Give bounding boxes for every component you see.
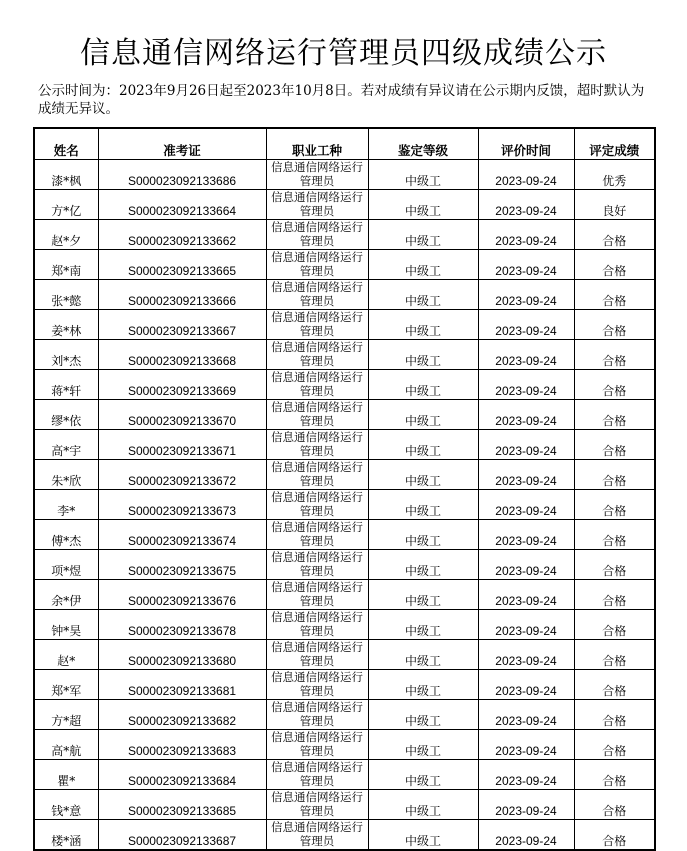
cell-ticket-number: S000023092133673 — [98, 490, 266, 520]
cell-ticket-number: S000023092133685 — [98, 790, 266, 820]
table-row — [34, 820, 655, 851]
cell-level: 中级工 — [368, 490, 478, 520]
table-row — [34, 550, 655, 580]
table-row — [34, 160, 655, 190]
cell-grade: 合格 — [574, 550, 655, 580]
cell-occupation: 信息通信网络运行管理员 — [266, 160, 368, 190]
cell-ticket-number: S000023092133670 — [98, 400, 266, 430]
cell-name: 方*亿 — [34, 190, 98, 220]
table-row — [34, 280, 655, 310]
cell-level: 中级工 — [368, 250, 478, 280]
cell-eval-date: 2023-09-24 — [478, 280, 574, 310]
cell-grade: 良好 — [574, 190, 655, 220]
cell-ticket-number: S000023092133684 — [98, 760, 266, 790]
cell-eval-date: 2023-09-24 — [478, 760, 574, 790]
cell-eval-date: 2023-09-24 — [478, 460, 574, 490]
table-row — [34, 700, 655, 730]
cell-ticket-number: S000023092133674 — [98, 520, 266, 550]
cell-name: 漆*枫 — [34, 160, 98, 190]
cell-occupation: 信息通信网络运行管理员 — [266, 220, 368, 250]
cell-level: 中级工 — [368, 670, 478, 700]
cell-name: 余*伊 — [34, 580, 98, 610]
cell-level: 中级工 — [368, 310, 478, 340]
cell-eval-date: 2023-09-24 — [478, 220, 574, 250]
cell-grade: 优秀 — [574, 160, 655, 190]
cell-ticket-number: S000023092133671 — [98, 430, 266, 460]
cell-eval-date: 2023-09-24 — [478, 490, 574, 520]
table-body — [34, 160, 655, 851]
cell-ticket-number: S000023092133665 — [98, 250, 266, 280]
table-row — [34, 190, 655, 220]
cell-ticket-number: S000023092133662 — [98, 220, 266, 250]
cell-grade: 合格 — [574, 280, 655, 310]
cell-level: 中级工 — [368, 340, 478, 370]
table-row — [34, 640, 655, 670]
cell-eval-date: 2023-09-24 — [478, 640, 574, 670]
cell-ticket-number: S000023092133683 — [98, 730, 266, 760]
cell-eval-date: 2023-09-24 — [478, 700, 574, 730]
cell-ticket-number: S000023092133686 — [98, 160, 266, 190]
cell-level: 中级工 — [368, 370, 478, 400]
cell-ticket-number: S000023092133675 — [98, 550, 266, 580]
cell-occupation: 信息通信网络运行管理员 — [266, 580, 368, 610]
cell-grade: 合格 — [574, 430, 655, 460]
header-occupation: 职业工种 — [266, 128, 368, 160]
cell-occupation: 信息通信网络运行管理员 — [266, 520, 368, 550]
cell-level: 中级工 — [368, 820, 478, 851]
cell-grade: 合格 — [574, 580, 655, 610]
cell-eval-date: 2023-09-24 — [478, 160, 574, 190]
cell-eval-date: 2023-09-24 — [478, 370, 574, 400]
header-name: 姓名 — [34, 128, 98, 160]
table-row — [34, 760, 655, 790]
cell-grade: 合格 — [574, 370, 655, 400]
cell-ticket-number: S000023092133682 — [98, 700, 266, 730]
cell-grade: 合格 — [574, 310, 655, 340]
cell-name: 方*超 — [34, 700, 98, 730]
cell-grade: 合格 — [574, 400, 655, 430]
cell-occupation: 信息通信网络运行管理员 — [266, 430, 368, 460]
table-row — [34, 250, 655, 280]
cell-name: 刘*杰 — [34, 340, 98, 370]
cell-level: 中级工 — [368, 730, 478, 760]
cell-name: 朱*欣 — [34, 460, 98, 490]
cell-name: 傅*杰 — [34, 520, 98, 550]
cell-eval-date: 2023-09-24 — [478, 550, 574, 580]
cell-name: 项*煜 — [34, 550, 98, 580]
cell-level: 中级工 — [368, 640, 478, 670]
cell-eval-date: 2023-09-24 — [478, 610, 574, 640]
cell-eval-date: 2023-09-24 — [478, 310, 574, 340]
cell-level: 中级工 — [368, 430, 478, 460]
table-row — [34, 520, 655, 550]
cell-grade: 合格 — [574, 220, 655, 250]
cell-name: 赵* — [34, 640, 98, 670]
cell-grade: 合格 — [574, 520, 655, 550]
table-row — [34, 370, 655, 400]
cell-level: 中级工 — [368, 610, 478, 640]
cell-eval-date: 2023-09-24 — [478, 250, 574, 280]
cell-name: 高*航 — [34, 730, 98, 760]
table-row — [34, 310, 655, 340]
table-row — [34, 460, 655, 490]
cell-eval-date: 2023-09-24 — [478, 790, 574, 820]
cell-occupation: 信息通信网络运行管理员 — [266, 550, 368, 580]
cell-ticket-number: S000023092133669 — [98, 370, 266, 400]
cell-ticket-number: S000023092133668 — [98, 340, 266, 370]
cell-grade: 合格 — [574, 760, 655, 790]
cell-occupation: 信息通信网络运行管理员 — [266, 340, 368, 370]
cell-name: 蒋*轩 — [34, 370, 98, 400]
cell-occupation: 信息通信网络运行管理员 — [266, 190, 368, 220]
cell-occupation: 信息通信网络运行管理员 — [266, 280, 368, 310]
cell-ticket-number: S000023092133680 — [98, 640, 266, 670]
table-row — [34, 730, 655, 760]
cell-occupation: 信息通信网络运行管理员 — [266, 640, 368, 670]
page-title: 信息通信网络运行管理员四级成绩公示 — [80, 36, 607, 71]
cell-eval-date: 2023-09-24 — [478, 580, 574, 610]
header-date: 评价时间 — [478, 128, 574, 160]
header-level: 鉴定等级 — [368, 128, 478, 160]
cell-ticket-number: S000023092133676 — [98, 580, 266, 610]
cell-eval-date: 2023-09-24 — [478, 400, 574, 430]
cell-grade: 合格 — [574, 610, 655, 640]
cell-occupation: 信息通信网络运行管理员 — [266, 700, 368, 730]
cell-ticket-number: S000023092133672 — [98, 460, 266, 490]
table-row — [34, 610, 655, 640]
cell-name: 赵*夕 — [34, 220, 98, 250]
cell-level: 中级工 — [368, 790, 478, 820]
results-table — [33, 127, 656, 851]
cell-ticket-number: S000023092133667 — [98, 310, 266, 340]
cell-grade: 合格 — [574, 340, 655, 370]
cell-occupation: 信息通信网络运行管理员 — [266, 310, 368, 340]
cell-grade: 合格 — [574, 730, 655, 760]
cell-grade: 合格 — [574, 250, 655, 280]
cell-level: 中级工 — [368, 580, 478, 610]
cell-eval-date: 2023-09-24 — [478, 820, 574, 851]
cell-occupation: 信息通信网络运行管理员 — [266, 820, 368, 851]
cell-occupation: 信息通信网络运行管理员 — [266, 610, 368, 640]
cell-eval-date: 2023-09-24 — [478, 520, 574, 550]
cell-level: 中级工 — [368, 160, 478, 190]
cell-eval-date: 2023-09-24 — [478, 670, 574, 700]
cell-level: 中级工 — [368, 700, 478, 730]
cell-name: 李* — [34, 490, 98, 520]
cell-occupation: 信息通信网络运行管理员 — [266, 460, 368, 490]
table-row — [34, 340, 655, 370]
cell-level: 中级工 — [368, 400, 478, 430]
cell-eval-date: 2023-09-24 — [478, 190, 574, 220]
cell-eval-date: 2023-09-24 — [478, 340, 574, 370]
cell-name: 郑*南 — [34, 250, 98, 280]
cell-level: 中级工 — [368, 550, 478, 580]
cell-ticket-number: S000023092133687 — [98, 820, 266, 851]
cell-occupation: 信息通信网络运行管理员 — [266, 370, 368, 400]
table-row — [34, 670, 655, 700]
table-row — [34, 220, 655, 250]
cell-grade: 合格 — [574, 670, 655, 700]
cell-occupation: 信息通信网络运行管理员 — [266, 250, 368, 280]
cell-level: 中级工 — [368, 460, 478, 490]
cell-name: 高*宇 — [34, 430, 98, 460]
cell-occupation: 信息通信网络运行管理员 — [266, 790, 368, 820]
cell-name: 钟*昊 — [34, 610, 98, 640]
header-ticket: 准考证 — [98, 128, 266, 160]
cell-grade: 合格 — [574, 820, 655, 851]
cell-grade: 合格 — [574, 490, 655, 520]
cell-occupation: 信息通信网络运行管理员 — [266, 490, 368, 520]
cell-level: 中级工 — [368, 520, 478, 550]
cell-eval-date: 2023-09-24 — [478, 730, 574, 760]
cell-grade: 合格 — [574, 790, 655, 820]
cell-eval-date: 2023-09-24 — [478, 430, 574, 460]
table-row — [34, 490, 655, 520]
cell-name: 郑*军 — [34, 670, 98, 700]
cell-name: 张*懿 — [34, 280, 98, 310]
cell-name: 姜*林 — [34, 310, 98, 340]
cell-ticket-number: S000023092133664 — [98, 190, 266, 220]
table-row — [34, 580, 655, 610]
cell-name: 缪*依 — [34, 400, 98, 430]
publicity-notice: 公示时间为：2023年9月26日起至2023年10月8日。若对成绩有异议请在公示期内反馈，超时默认为成绩无异议。 — [38, 83, 645, 117]
header-grade: 评定成绩 — [574, 128, 655, 160]
cell-level: 中级工 — [368, 220, 478, 250]
cell-name: 钱*意 — [34, 790, 98, 820]
cell-occupation: 信息通信网络运行管理员 — [266, 730, 368, 760]
cell-name: 瞿* — [34, 760, 98, 790]
cell-ticket-number: S000023092133678 — [98, 610, 266, 640]
table-header-row — [34, 128, 655, 160]
cell-occupation: 信息通信网络运行管理员 — [266, 760, 368, 790]
table-row — [34, 430, 655, 460]
cell-occupation: 信息通信网络运行管理员 — [266, 670, 368, 700]
cell-level: 中级工 — [368, 190, 478, 220]
cell-ticket-number: S000023092133666 — [98, 280, 266, 310]
table-row — [34, 400, 655, 430]
cell-name: 楼*涵 — [34, 820, 98, 851]
cell-grade: 合格 — [574, 640, 655, 670]
cell-grade: 合格 — [574, 700, 655, 730]
cell-grade: 合格 — [574, 460, 655, 490]
cell-occupation: 信息通信网络运行管理员 — [266, 400, 368, 430]
cell-ticket-number: S000023092133681 — [98, 670, 266, 700]
table-row — [34, 790, 655, 820]
cell-level: 中级工 — [368, 280, 478, 310]
cell-level: 中级工 — [368, 760, 478, 790]
